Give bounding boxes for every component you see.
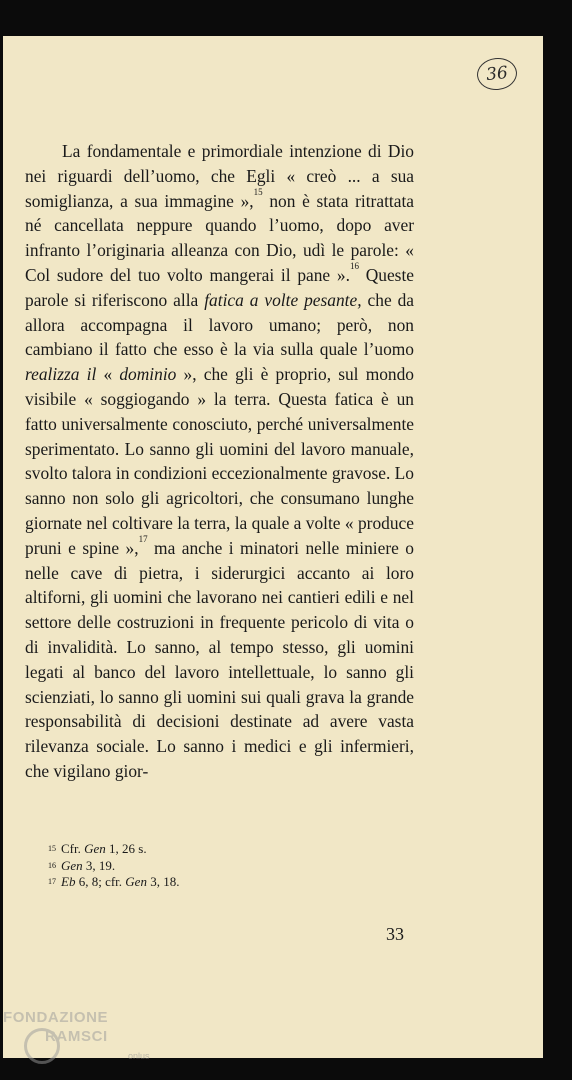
book-page: [3, 36, 543, 1058]
text-run: «: [96, 364, 120, 385]
handwritten-page-mark: 36: [475, 56, 518, 92]
footnote-number: 17: [48, 877, 56, 886]
watermark-line2: RAMSCI: [45, 1028, 108, 1045]
footnote-book: Gen: [125, 874, 147, 889]
footnote-text: 1, 26 s.: [105, 841, 147, 856]
footnote-book: Gen: [84, 841, 106, 856]
footnote-ref-17: 17: [138, 533, 148, 544]
footnotes: [48, 841, 179, 891]
footnote-number: 16: [48, 860, 56, 870]
text-run: non è stata ritrattata né cancellata neppure quando l’uomo, dopo aver infranto l’originaria alleanza con Dio, udì le parole: « Col sudore del tuo volto mangerai il pane ».: [25, 190, 415, 285]
footnote-text: 6, 8; cfr.: [75, 874, 126, 889]
footnote: [48, 874, 179, 891]
text-run: La fondamentale e primordiale intenzione di Dio nei riguardi dell’uomo, che Egli « creò ... a sua somiglianza, a sua immagine »,: [25, 141, 414, 211]
watermark-line3: onlus: [128, 1051, 150, 1061]
main-paragraph: [25, 139, 414, 784]
footnote-number: 15: [48, 844, 56, 853]
italic-run: realizza il: [25, 364, 97, 385]
footnote: [48, 841, 179, 858]
footnote-ref-15: 15: [253, 186, 263, 197]
footnote-book: Eb: [61, 874, 76, 889]
footnote-ref-16: 16: [349, 260, 359, 271]
text-run: ma anche i minatori nelle miniere o nelle cave di pietra, i siderurgici accanto ai loro altiforni, gli uomini che lavorano nei cantieri edili e nel settore delle costruzioni in frequente pericolo di vita o di invalidità. Lo sanno, al tempo stesso, gli uomini legati al banco del lavoro intellettuale, lo sanno gli scienziati, lo sanno gli uomini sui quali grava la grande responsabilità di decisioni destinate ad avere vasta rilevanza sociale. Lo sanno i medici e gli infermieri, che vigilano gior-: [25, 537, 414, 781]
text-run: Queste parole si riferiscono alla: [25, 264, 414, 310]
text-run: che da allora accompagna il lavoro umano; però, non cambiano il fatto che esso è la via sulla quale l’uomo: [25, 289, 415, 360]
footnote-text: 3, 18.: [146, 874, 180, 889]
italic-run: dominio: [119, 364, 177, 385]
footnote-text: 3, 19.: [82, 857, 116, 873]
footnote-book: Gen: [61, 857, 83, 873]
footnote: [48, 858, 179, 875]
body-text: [25, 139, 414, 784]
text-run: », che gli è proprio, sul mondo visibile « soggiogando » la terra. Questa fatica è un fatto universalmente conosciuto, perché universalmente sperimentato. Lo sanno gli uomini del lavoro manuale, svolto talora in condizioni eccezionalmente gravose. Lo sanno non solo gli agricoltori, che consumano lunghe giornate nel coltivare la terra, la quale a volte « produce pruni e spine »,: [25, 364, 415, 558]
page-number: 33: [386, 924, 404, 944]
archive-watermark: [0, 1006, 150, 1066]
italic-run: fatica a volte pesante,: [204, 289, 362, 310]
footnote-text: Cfr.: [61, 841, 85, 856]
watermark-line1: FONDAZIONE: [3, 1009, 109, 1026]
